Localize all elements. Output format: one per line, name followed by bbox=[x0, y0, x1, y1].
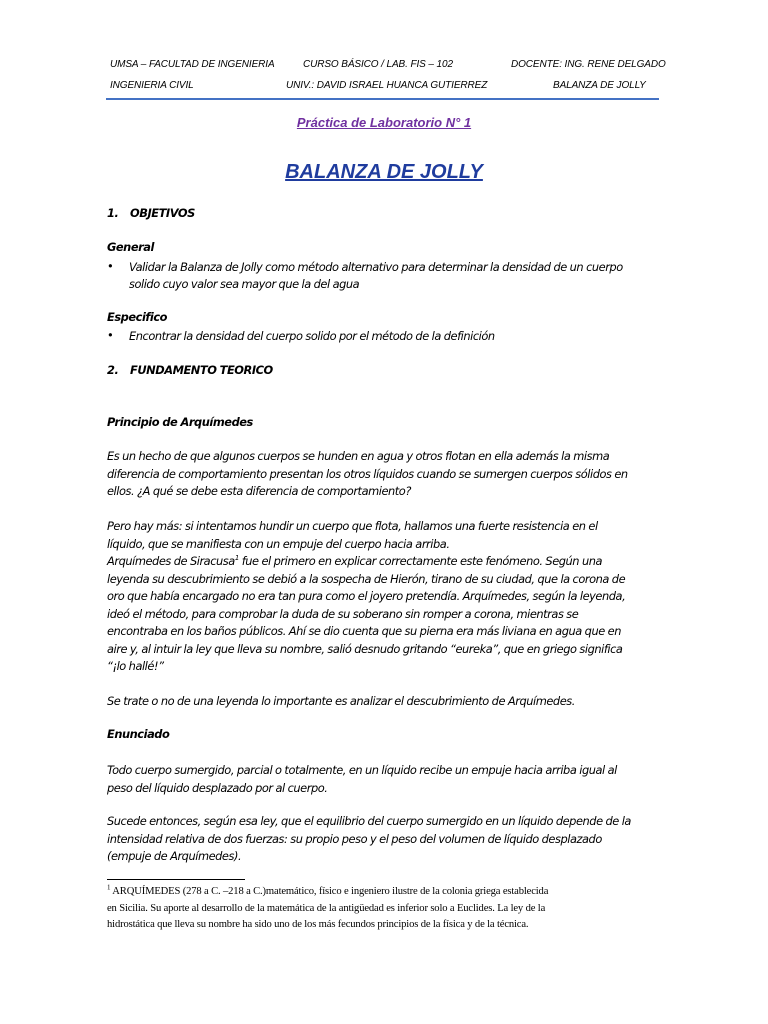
subheading-enunciado: Enunciado bbox=[107, 727, 170, 741]
footnote bbox=[107, 884, 667, 934]
paragraph-enunciado-2 bbox=[107, 813, 667, 866]
text-fragment: Arquímedes de Siracusa bbox=[107, 554, 235, 568]
text-line: leyenda su descubrimiento se debió a la sospecha de Hierón, tirano de su ciudad, que la corona de bbox=[107, 571, 626, 586]
section-fundamento bbox=[107, 363, 273, 377]
header-student: UNIV.: DAVID ISRAEL HUANCA GUTIERREZ bbox=[286, 80, 488, 91]
text-line: (empuje de Arquímedes). bbox=[107, 849, 242, 863]
text-line: Validar la Balanza de Jolly como método alternativo para determinar la densidad de un cuerpo bbox=[129, 260, 623, 274]
text-fragment: fue el primero en explicar correctamente este fenómeno. Según una bbox=[238, 554, 603, 568]
text-line: líquido, que se manifiesta con un empuje del cuerpo hacia arriba. bbox=[107, 536, 450, 551]
section-heading: FUNDAMENTO TEORICO bbox=[130, 363, 273, 377]
text-line: Encontrar la densidad del cuerpo solido por el método de la definición bbox=[129, 329, 495, 343]
bullet-especifico bbox=[107, 328, 667, 346]
footnote-line bbox=[107, 884, 667, 901]
bullet-marker: • bbox=[107, 259, 114, 273]
footnote-number: 1 bbox=[107, 883, 111, 892]
footnote-line: hidrostática que lleva su nombre ha sido uno de los más fecundos principios de la física y de la técnica. bbox=[107, 919, 529, 930]
subheading-principio: Principio de Arquímedes bbox=[107, 415, 253, 429]
text-line-with-footnote bbox=[107, 553, 667, 571]
page-subtitle: Práctica de Laboratorio N° 1 bbox=[296, 115, 472, 130]
footnote-separator bbox=[107, 879, 245, 880]
bullet-text bbox=[129, 328, 495, 345]
bullet-general bbox=[107, 259, 667, 295]
subheading-especifico: Especifico bbox=[107, 310, 168, 324]
footnote-ref[interactable]: 1 bbox=[234, 554, 239, 563]
text-line: aire y, al intuir la ley que lleva su nombre, salió desnudo gritando “eureka”, que en griego significa bbox=[107, 641, 623, 656]
text-line: intensidad relativa de dos fuerzas: su propio peso y el peso del volumen de líquido desplazado bbox=[107, 831, 602, 846]
text-line: solido cuyo valor sea mayor que la del agua bbox=[129, 277, 360, 291]
header-career: INGENIERIA CIVIL bbox=[110, 80, 194, 91]
header-teacher: DOCENTE: ING. RENE DELGADO bbox=[511, 59, 666, 70]
text-line: ideó el método, para comprobar la duda de su soberano sin romper a corona, mientras se bbox=[107, 606, 579, 621]
text-line: Sucede entonces, según esa ley, que el equilibrio del cuerpo sumergido en un líquido depende de la bbox=[107, 814, 631, 828]
text-line: “¡lo hallé!” bbox=[107, 659, 164, 673]
header-rule bbox=[106, 98, 659, 100]
paragraph-principio-1 bbox=[107, 448, 667, 501]
paragraph-principio-2 bbox=[107, 518, 667, 676]
text-line: diferencia de comportamiento presentan los otros líquidos cuando se sumergen cuerpos sólidos en bbox=[107, 466, 628, 481]
section-number: 2. bbox=[107, 363, 119, 377]
text-line: Es un hecho de que algunos cuerpos se hunden en agua y otros flotan en ella además la misma bbox=[107, 449, 610, 463]
text-line: oro que había encargado no era tan pura como el joyero pretendía. Arquímedes, según la leyenda, bbox=[107, 589, 626, 603]
bullet-text bbox=[129, 259, 623, 293]
bullet-marker: • bbox=[107, 328, 114, 342]
section-heading: OBJETIVOS bbox=[130, 206, 195, 220]
paragraph-principio-4 bbox=[107, 693, 667, 711]
section-objetivos bbox=[107, 206, 195, 220]
text-fragment: ARQUÍMEDES (278 a C. –218 a C.)matemático, físico e ingeniero ilustre de la colonia griega establecida bbox=[110, 886, 549, 897]
header-course: CURSO BÁSICO / LAB. FIS – 102 bbox=[303, 59, 453, 70]
text-line: encontraba en los baños públicos. Ahí se dio cuenta que su pierna era más liviana en agua que en bbox=[107, 624, 621, 638]
text-line: Pero hay más: si intentamos hundir un cuerpo que flota, hallamos una fuerte resistencia en el bbox=[107, 519, 598, 533]
header-topic: BALANZA DE JOLLY bbox=[553, 80, 646, 91]
text-line: Se trate o no de una leyenda lo importante es analizar el descubrimiento de Arquímedes. bbox=[107, 694, 575, 708]
text-line: peso del líquido desplazado por al cuerpo. bbox=[107, 780, 328, 795]
text-line: Todo cuerpo sumergido, parcial o totalmente, en un líquido recibe un empuje hacia arriba igual al bbox=[107, 763, 617, 777]
paragraph-enunciado-1 bbox=[107, 762, 667, 797]
page-title: BALANZA DE JOLLY bbox=[285, 161, 483, 183]
footnote-line: en Sicilia. Su aporte al desarrollo de la matemática de la antigüedad es inferior solo a Euclides. La ley de la bbox=[107, 902, 546, 914]
text-line: ellos. ¿A qué se debe esta diferencia de comportamiento? bbox=[107, 484, 411, 498]
section-number: 1. bbox=[107, 206, 119, 220]
subheading-general: General bbox=[107, 240, 154, 254]
header-institution: UMSA – FACULTAD DE INGENIERIA bbox=[110, 59, 275, 70]
